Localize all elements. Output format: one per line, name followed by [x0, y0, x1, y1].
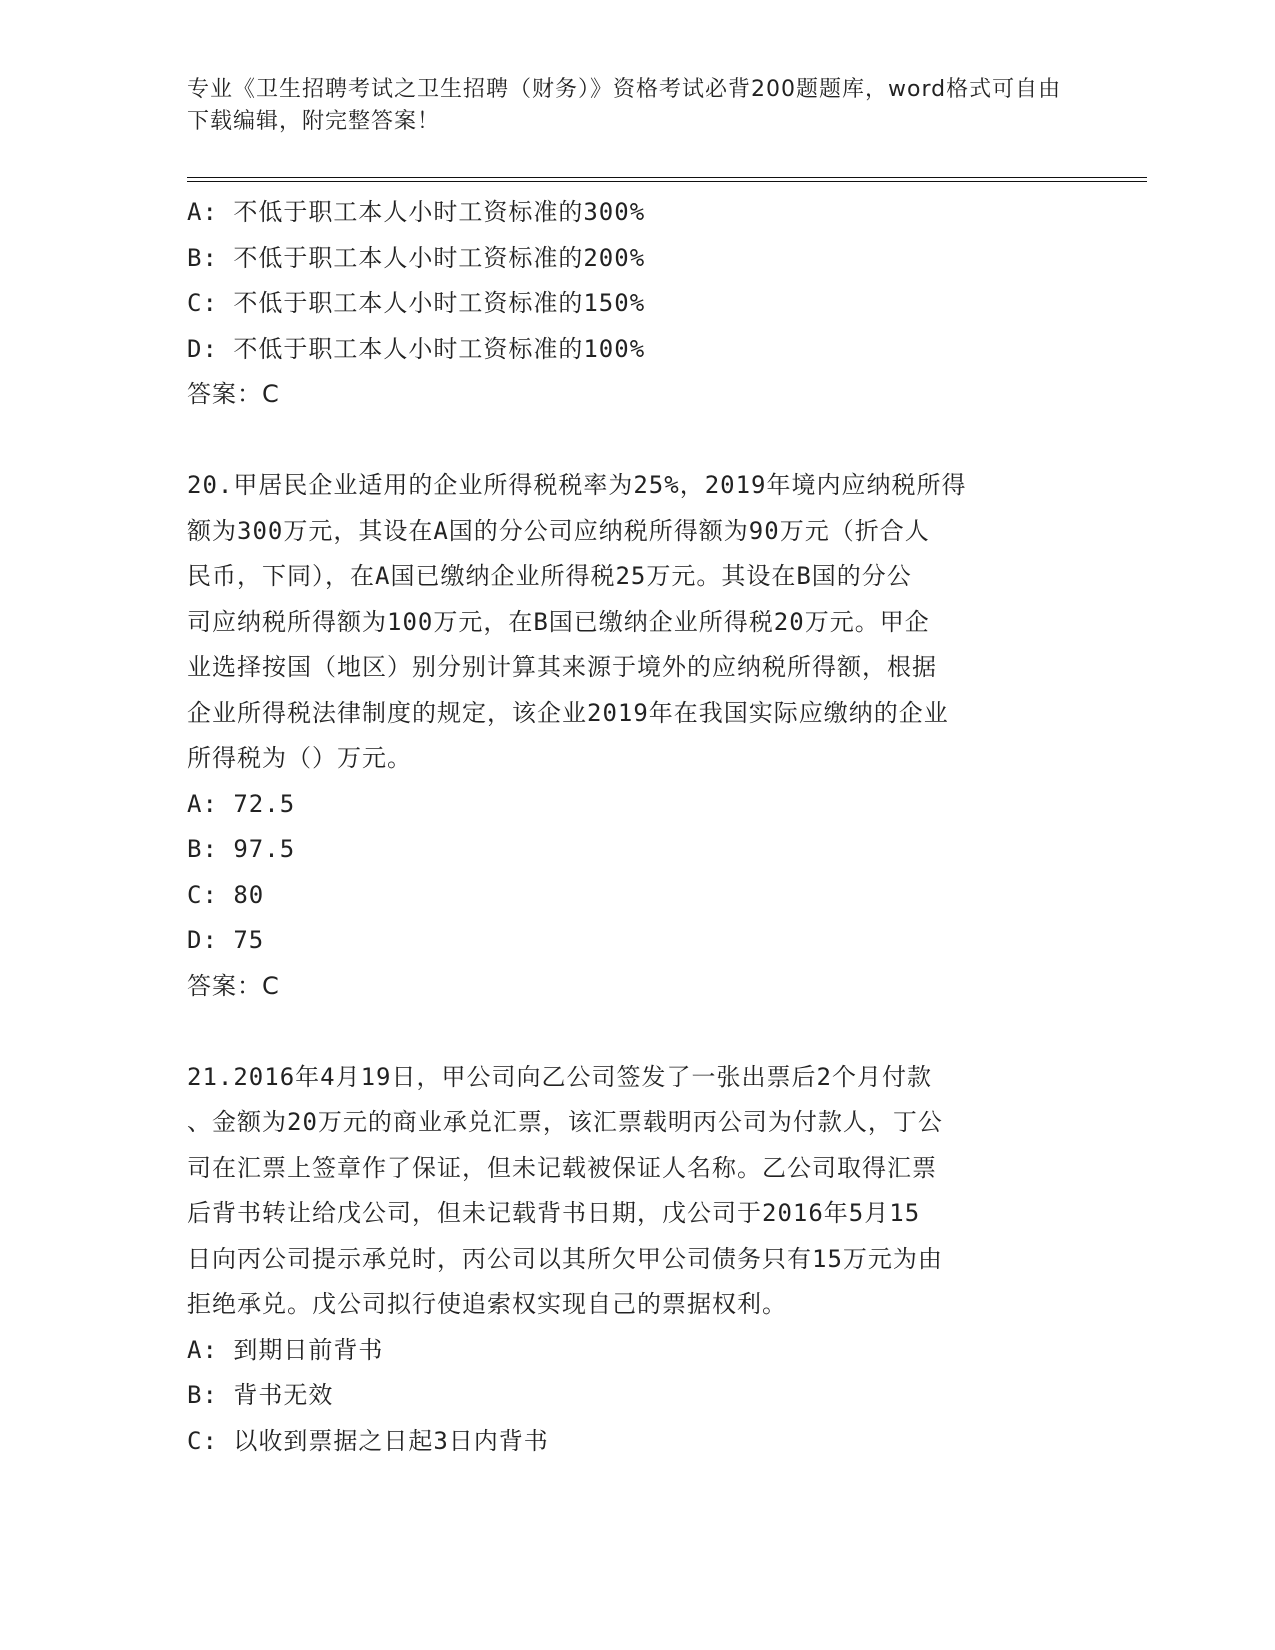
option-b: B: 97.5 [187, 835, 296, 863]
question-20-line: 业选择按国（地区）别分别计算其来源于境外的应纳税所得额，根据 [187, 653, 937, 681]
question-19-options [187, 190, 1067, 372]
header-divider-bottom [187, 181, 1147, 182]
question-21-line: 日向丙公司提示承兑时，丙公司以其所欠甲公司债务只有15万元为由 [187, 1244, 943, 1273]
question-content [187, 190, 1067, 1464]
question-21-stem [187, 1055, 1067, 1328]
question-21-options [187, 1328, 1067, 1465]
question-20-line: 民币，下同），在A国已缴纳企业所得税25万元。其设在B国的分公 [187, 562, 912, 590]
document-header: 专业《卫生招聘考试之卫生招聘（财务）》资格考试必背200题题库，word格式可自由下载编辑，附完整答案！ [187, 77, 1062, 134]
option-c: C: 不低于职工本人小时工资标准的150% [187, 289, 646, 317]
question-20-stem [187, 463, 1067, 782]
question-20-line: 20.甲居民企业适用的企业所得税税率为25%，2019年境内应纳税所得 [187, 471, 967, 499]
option-a: A: 72.5 [187, 789, 296, 818]
question-20-line: 额为300万元，其设在A国的分公司应纳税所得额为90万元（折合人 [187, 516, 930, 545]
option-b: B: 背书无效 [187, 1381, 334, 1409]
question-21-line: 、金额为20万元的商业承兑汇票，该汇票载明丙公司为付款人，丁公 [187, 1108, 943, 1136]
question-21-line: 拒绝承兑。戊公司拟行使追索权实现自己的票据权利。 [187, 1290, 787, 1318]
spacer [187, 1009, 1067, 1055]
option-c: C: 80 [187, 880, 265, 909]
question-20-line: 企业所得税法律制度的规定，该企业2019年在我国实际应缴纳的企业 [187, 698, 949, 727]
option-d: D: 75 [187, 926, 265, 954]
option-a: A: 不低于职工本人小时工资标准的300% [187, 198, 646, 226]
question-20-options [187, 782, 1067, 964]
question-21-line: 后背书转让给戊公司，但未记载背书日期，戊公司于2016年5月15 [187, 1199, 921, 1227]
question-20-answer: 答案：C [187, 971, 280, 1000]
option-c: C: 以收到票据之日起3日内背书 [187, 1426, 549, 1455]
question-20-line: 所得税为（）万元。 [187, 744, 412, 772]
option-d: D: 不低于职工本人小时工资标准的100% [187, 334, 646, 363]
question-20-line: 司应纳税所得额为100万元，在B国已缴纳企业所得税20万元。甲企 [187, 607, 930, 636]
option-b: B: 不低于职工本人小时工资标准的200% [187, 243, 646, 272]
header-divider-top [187, 177, 1147, 178]
spacer [187, 418, 1067, 464]
question-21-line: 21.2016年4月19日，甲公司向乙公司签发了一张出票后2个月付款 [187, 1062, 932, 1091]
question-21-line: 司在汇票上签章作了保证，但未记载被保证人名称。乙公司取得汇票 [187, 1153, 937, 1182]
option-a: A: 到期日前背书 [187, 1335, 384, 1364]
question-19-answer: 答案：C [187, 380, 280, 408]
